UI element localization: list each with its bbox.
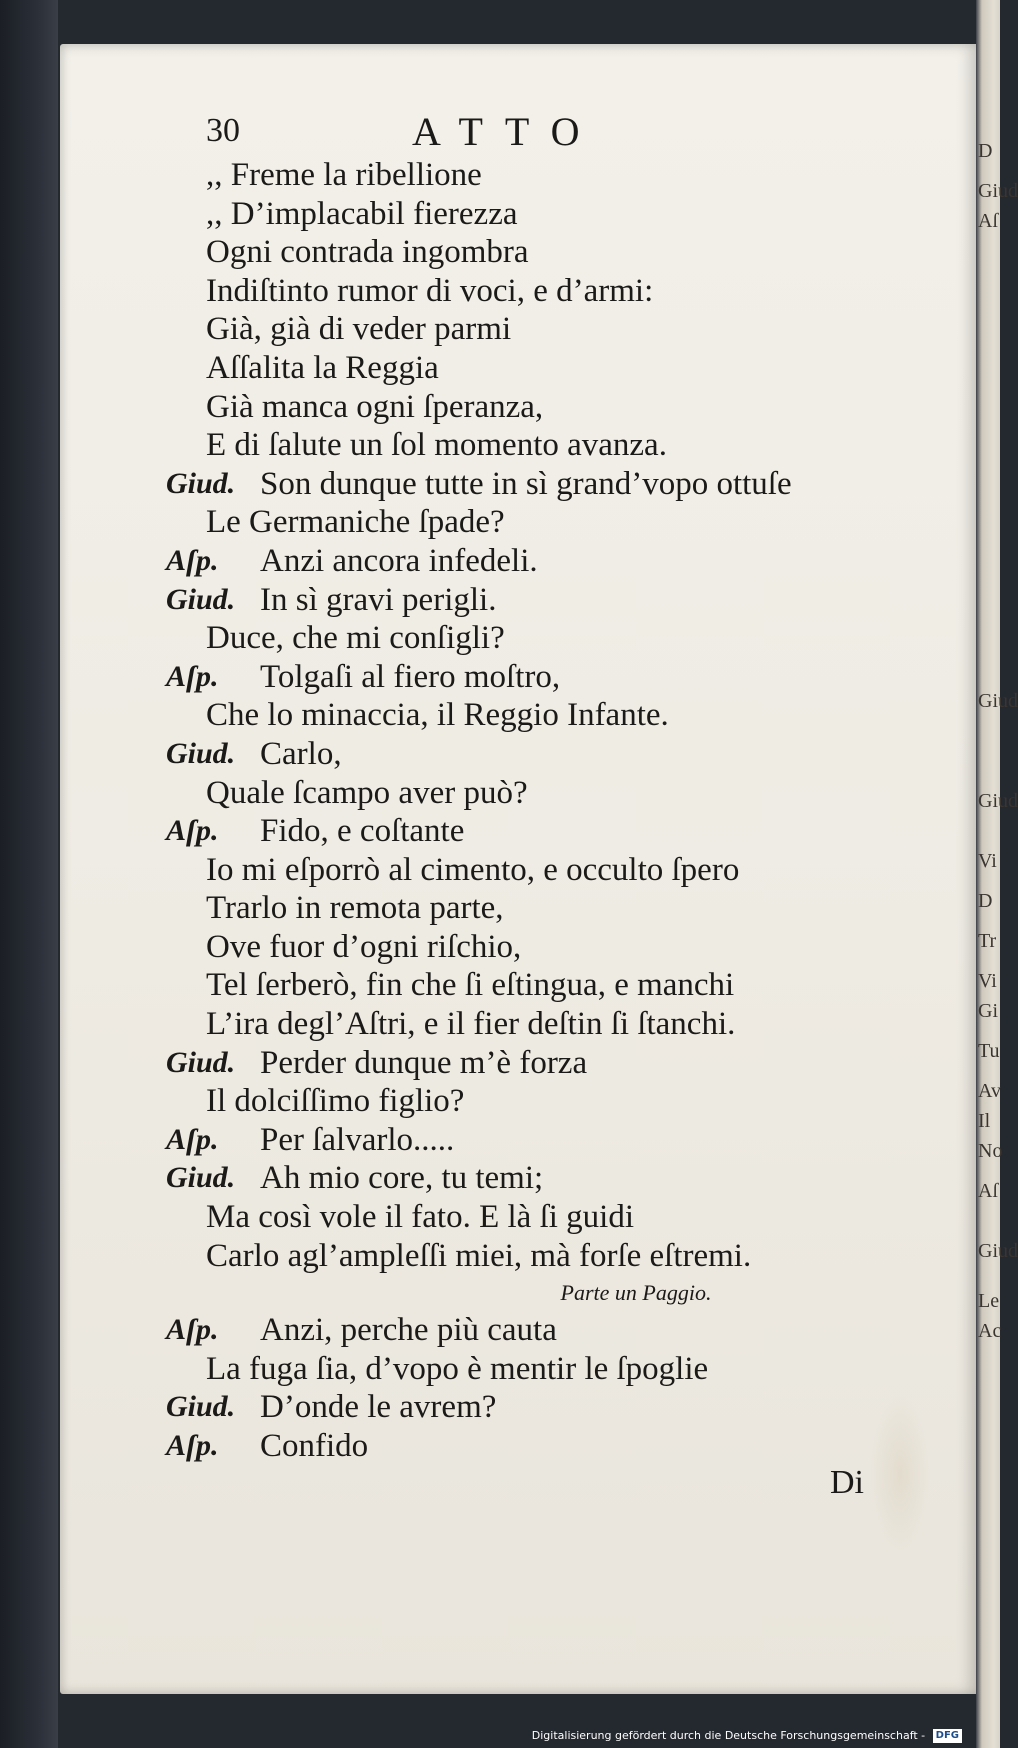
verse-text: Quale ſcampo aver può? <box>206 774 528 811</box>
verse-text: Anzi ancora infedeli. <box>260 542 538 579</box>
verse-line <box>166 735 956 774</box>
speaker-name: Giud. <box>166 466 236 500</box>
verse-text: Ove fuor d’ogni riſchio, <box>206 928 522 965</box>
verse-text: ,, Freme la ribellione <box>206 157 482 193</box>
facing-page-fragment: Giud <box>978 1240 1018 1262</box>
stage-direction: Parte un Paggio. <box>560 1280 712 1306</box>
facing-page-fragment: D <box>978 890 993 912</box>
speaker-name: Aſp. <box>166 1122 219 1156</box>
verse-text: E di ſalute un ſol momento avanza. <box>206 427 667 464</box>
verse-text: Fido, e coſtante <box>260 813 465 850</box>
speaker-name: Aſp. <box>166 814 219 848</box>
verse-text: Confido <box>260 1428 369 1464</box>
verse-text: Ah mio core, tu temi; <box>260 1160 544 1197</box>
facing-page-fragment: Gi <box>978 1000 998 1022</box>
verse-line <box>166 349 956 388</box>
verse-line <box>166 272 956 311</box>
verse-text: Ma così vole il fato. E là ſi guidi <box>206 1199 635 1236</box>
verse-text: In sì gravi perigli. <box>260 581 497 618</box>
verse-line <box>166 1044 956 1083</box>
verse-text: Son dunque tutte in sì grand’vopo ottuſe <box>260 465 792 502</box>
facing-page-fragment: Le <box>978 1290 1000 1312</box>
verse-text: Tolgaſi al fiero moſtro, <box>260 658 561 695</box>
verse-line <box>166 156 956 195</box>
verse-line <box>166 889 956 928</box>
verse-text: Già, già di veder parmi <box>206 311 512 348</box>
verse-line <box>166 928 956 967</box>
verse-line <box>166 774 956 813</box>
facing-page-fragment: D <box>978 140 993 162</box>
speaker-name: Giud. <box>166 1390 236 1424</box>
facing-page-fragment: Tu <box>978 1040 1000 1062</box>
verse-text: Ogni contrada ingombra <box>206 234 529 271</box>
page-header <box>166 108 956 156</box>
verse-text: Trarlo in remota parte, <box>206 890 504 927</box>
verse-line <box>166 966 956 1005</box>
verse-line <box>166 1082 956 1121</box>
speaker-name: Giud. <box>166 582 236 616</box>
verse-text: Le Germaniche ſpade? <box>206 504 505 541</box>
verse-text: L’ira degl’Aſtri, e il fier deſtin ſi ſtanchi. <box>206 1006 736 1043</box>
facing-page-fragment: Tr <box>978 930 997 952</box>
catchword: Di <box>830 1464 864 1501</box>
speaker-name: Aſp. <box>166 659 219 693</box>
facing-page-fragment: Av <box>978 1080 1001 1102</box>
verse-line <box>166 310 956 349</box>
verse-text: Già manca ogni ſperanza, <box>206 388 544 425</box>
verse-line <box>166 812 956 851</box>
verse-text: Indiſtinto rumor di voci, e d’armi: <box>206 272 654 309</box>
speaker-name: Aſp. <box>166 1313 219 1347</box>
next-page-edge <box>976 0 1018 1748</box>
facing-page-fragment: Giud <box>978 180 1018 202</box>
facing-page-fragment: Giud <box>978 690 1018 712</box>
verse-line <box>166 388 956 427</box>
verse-line <box>166 1427 956 1466</box>
verse-text: Duce, che mi conſigli? <box>206 620 505 657</box>
speaker-name: Giud. <box>166 1045 236 1079</box>
verse-line <box>166 1311 956 1350</box>
verse-text: Carlo agl’ampleſſi miei, mà forſe eſtremi. <box>206 1237 752 1274</box>
verse-line <box>166 658 956 697</box>
verse-line <box>166 619 956 658</box>
verse-line <box>166 503 956 542</box>
verse-text: Per ſalvarlo..... <box>260 1121 455 1158</box>
verse-text: Aſſalita la Reggia <box>206 349 439 386</box>
verse-line <box>166 581 956 620</box>
verse-line <box>166 233 956 272</box>
verse-line <box>166 851 956 890</box>
speaker-name: Giud. <box>166 1161 236 1195</box>
verse-text: Anzi, perche più cauta <box>260 1312 557 1349</box>
verse-line <box>166 1121 956 1160</box>
facing-page-fragment: Il <box>978 1110 991 1132</box>
verse-text: Tel ſerberò, fin che ſi eſtingua, e manchi <box>206 967 735 1004</box>
verse-line <box>166 1159 956 1198</box>
verse-line <box>166 1350 956 1389</box>
facing-page-fragment: No <box>978 1140 1003 1162</box>
page-text <box>166 108 956 1466</box>
facing-page-fragment: Vi <box>978 970 997 992</box>
speaker-name: Giud. <box>166 736 236 770</box>
verse-text: ,, D’implacabil fierezza <box>206 195 518 232</box>
verse-line <box>166 696 956 735</box>
verse-line <box>166 1198 956 1237</box>
verse-text: Che lo minaccia, il Reggio Infante. <box>206 697 669 734</box>
book-spine-left <box>0 0 58 1748</box>
verse-line <box>166 465 956 504</box>
speaker-name: Aſp. <box>166 1429 219 1462</box>
verse-line <box>166 1237 956 1276</box>
verse-line <box>166 542 956 581</box>
speaker-name: Aſp. <box>166 543 219 577</box>
verse-text: D’onde le avrem? <box>260 1389 497 1426</box>
page-number: 30 <box>206 112 240 149</box>
facing-page-fragment: Aſ <box>978 210 998 232</box>
facing-page-fragment: Vi <box>978 850 997 872</box>
verse-text: Perder dunque m’è forza <box>260 1044 588 1081</box>
verse-line <box>166 1005 956 1044</box>
verse-line <box>166 1388 956 1427</box>
digitization-credit <box>532 1726 962 1746</box>
verse-text: La fuga ſia, d’vopo è mentir le ſpoglie <box>206 1350 709 1387</box>
verse-text: Carlo, <box>260 735 342 772</box>
dfg-logo: DFG <box>933 1729 962 1743</box>
credit-text: Digitalisierung gefördert durch die Deutsche Forschungsgemeinschaft - <box>531 1729 926 1742</box>
verse-lines <box>166 156 956 1466</box>
verse-line <box>166 195 956 234</box>
facing-page-fragment: Giud <box>978 790 1018 812</box>
running-title: ATTO <box>412 109 602 154</box>
verse-text: Il dolciſſimo figlio? <box>206 1083 465 1120</box>
facing-page-fragment: Aſ <box>978 1180 998 1202</box>
verse-line <box>166 426 956 465</box>
facing-page-fragment: Ac <box>978 1320 1002 1342</box>
verse-text: Io mi eſporrò al cimento, e occulto ſpero <box>206 851 740 888</box>
